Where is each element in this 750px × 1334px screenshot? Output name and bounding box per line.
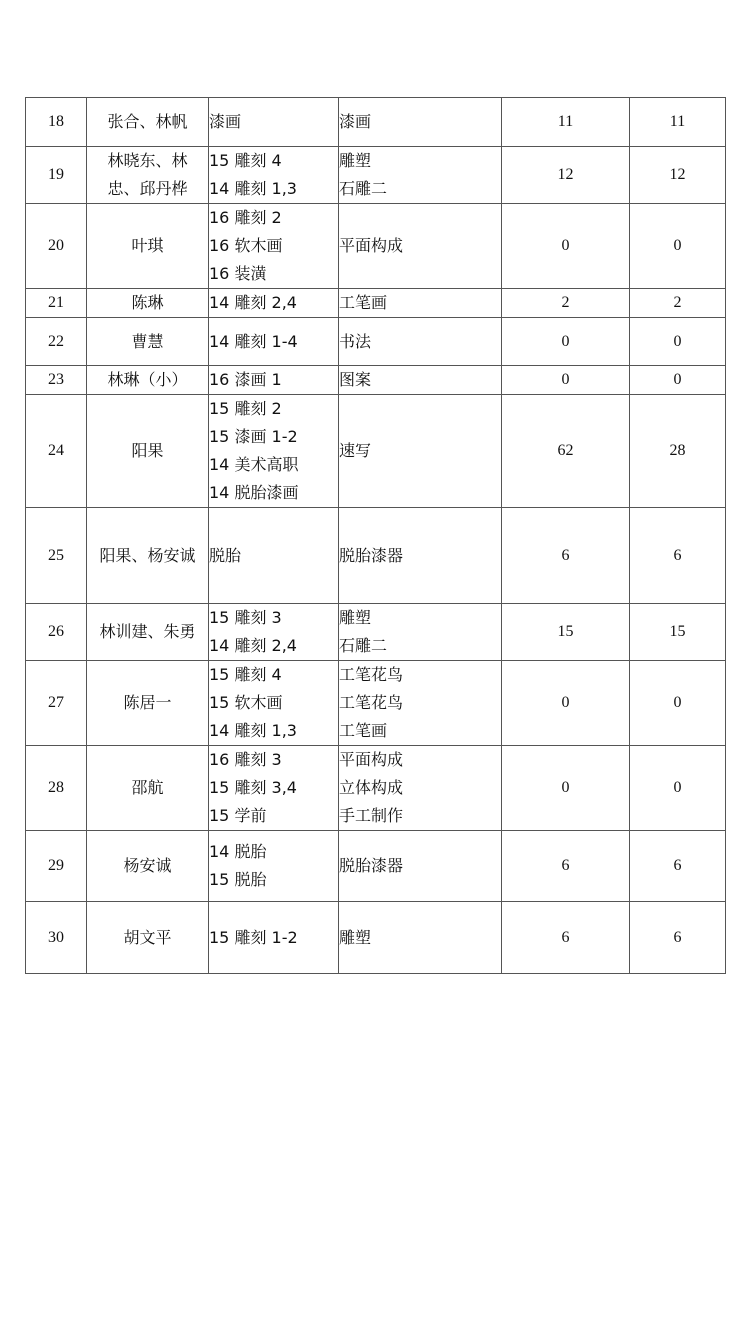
course-line: 雕塑 [339,927,372,947]
course-line: 石雕二 [339,636,388,655]
class-line: 15 雕刻 4 [209,665,282,684]
class-line: 16 软木画 [209,236,283,255]
course-cell [339,508,502,604]
course-cell [339,98,502,147]
class-line: 14 雕刻 1,3 [209,179,297,198]
row-number-cell: 20 [26,204,87,289]
course-line: 工笔花鸟 [339,665,404,684]
table-row [26,147,726,204]
class-cell [209,746,339,831]
teacher-cell [87,395,209,508]
course-cell [339,395,502,508]
teacher-name-line: 阳果 [131,441,164,460]
class-cell [209,508,339,604]
hours-cell-2: 0 [630,318,726,366]
table-row [26,289,726,318]
class-cell [209,289,339,318]
hours-cell-2: 15 [630,604,726,661]
class-line: 15 软木画 [209,693,283,712]
teacher-cell [87,147,209,204]
table-row [26,831,726,902]
teacher-name-line: 林训建、朱勇 [99,622,196,641]
row-number-cell: 21 [26,289,87,318]
hours-cell-1: 11 [502,98,630,147]
table-row [26,661,726,746]
hours-cell-1: 15 [502,604,630,661]
teacher-name-line: 叶琪 [131,236,164,255]
class-cell [209,395,339,508]
class-line: 14 雕刻 1,3 [209,721,297,740]
course-line: 图案 [339,370,372,389]
row-number-cell: 18 [26,98,87,147]
course-line: 平面构成 [339,750,404,769]
class-line: 漆画 [209,112,242,131]
class-line: 16 雕刻 2 [209,208,282,227]
hours-cell-2: 0 [630,661,726,746]
teacher-cell [87,366,209,395]
class-line: 15 雕刻 2 [209,399,282,418]
teacher-cell [87,508,209,604]
teacher-name-line: 阳果、杨安诚 [99,545,196,565]
class-cell [209,661,339,746]
hours-cell-2: 0 [630,204,726,289]
teacher-cell [87,318,209,366]
table-row [26,395,726,508]
course-line: 立体构成 [339,778,404,797]
class-line: 15 雕刻 3,4 [209,778,297,797]
teacher-name-line: 张合、林帆 [107,112,188,131]
course-line: 工笔画 [339,293,388,312]
course-line: 漆画 [339,112,372,131]
teacher-cell [87,204,209,289]
hours-cell-2: 2 [630,289,726,318]
course-line: 脱胎漆器 [339,856,404,875]
hours-cell-2: 0 [630,366,726,395]
hours-cell-1: 0 [502,204,630,289]
class-cell [209,98,339,147]
teacher-name-line: 杨安诚 [123,856,172,875]
class-line: 15 雕刻 1-2 [209,927,298,947]
table-row [26,746,726,831]
teacher-cell [87,604,209,661]
teacher-name-line: 陈琳 [131,293,164,312]
hours-cell-1: 0 [502,318,630,366]
course-line: 速写 [339,441,372,460]
table-row [26,98,726,147]
row-number-cell: 30 [26,902,87,974]
hours-cell-1: 0 [502,366,630,395]
class-line: 15 漆画 1-2 [209,427,298,446]
class-cell [209,204,339,289]
table-row [26,902,726,974]
class-line: 14 雕刻 2,4 [209,636,297,655]
class-line: 14 脱胎漆画 [209,483,299,502]
table-row [26,204,726,289]
course-line: 平面构成 [339,236,404,255]
class-line: 16 装潢 [209,264,267,283]
class-line: 14 雕刻 1-4 [209,331,298,351]
class-line: 15 雕刻 3 [209,608,282,627]
hours-cell-2: 28 [630,395,726,508]
row-number-cell: 23 [26,366,87,395]
class-cell [209,604,339,661]
table-row [26,508,726,604]
hours-cell-2: 11 [630,98,726,147]
course-cell [339,204,502,289]
course-cell [339,289,502,318]
teacher-cell [87,98,209,147]
class-cell [209,318,339,366]
hours-cell-1: 2 [502,289,630,318]
course-line: 雕塑 [339,608,372,627]
teacher-name-line: 林晓东、林 [107,151,188,170]
course-cell [339,318,502,366]
hours-cell-1: 6 [502,831,630,902]
course-line: 工笔花鸟 [339,693,404,712]
hours-cell-2: 0 [630,746,726,831]
course-cell [339,746,502,831]
row-number-cell: 22 [26,318,87,366]
teacher-name-line: 胡文平 [123,927,172,947]
course-line: 书法 [339,331,372,351]
class-line: 15 雕刻 4 [209,151,282,170]
hours-cell-1: 12 [502,147,630,204]
course-cell [339,902,502,974]
teacher-name-line: 曹慧 [131,331,164,351]
course-line: 脱胎漆器 [339,545,404,565]
teacher-name-line: 邵航 [131,778,164,797]
class-line: 脱胎 [209,545,242,565]
class-cell [209,902,339,974]
class-line: 15 学前 [209,806,267,825]
teaching-schedule-table [25,97,726,974]
course-cell [339,147,502,204]
class-line: 15 脱胎 [209,870,267,889]
course-line: 石雕二 [339,179,388,198]
hours-cell-2: 6 [630,508,726,604]
teacher-name-line: 忠、邱丹桦 [107,179,188,198]
class-line: 14 脱胎 [209,842,267,861]
class-line: 14 雕刻 2,4 [209,293,297,312]
course-cell [339,661,502,746]
course-cell [339,366,502,395]
table-body [26,98,726,974]
teacher-cell [87,746,209,831]
hours-cell-1: 6 [502,508,630,604]
hours-cell-2: 12 [630,147,726,204]
hours-cell-1: 0 [502,746,630,831]
hours-cell-1: 62 [502,395,630,508]
row-number-cell: 19 [26,147,87,204]
row-number-cell: 24 [26,395,87,508]
teacher-cell [87,289,209,318]
class-line: 16 漆画 1 [209,370,282,389]
table-row [26,604,726,661]
course-line: 雕塑 [339,151,372,170]
hours-cell-1: 6 [502,902,630,974]
class-cell [209,366,339,395]
course-line: 工笔画 [339,721,388,740]
teacher-cell [87,831,209,902]
hours-cell-2: 6 [630,902,726,974]
row-number-cell: 27 [26,661,87,746]
row-number-cell: 25 [26,508,87,604]
table-row [26,366,726,395]
row-number-cell: 26 [26,604,87,661]
course-line: 手工制作 [339,806,404,825]
table-row [26,318,726,366]
hours-cell-1: 0 [502,661,630,746]
course-cell [339,604,502,661]
teacher-cell [87,661,209,746]
teacher-cell [87,902,209,974]
course-cell [339,831,502,902]
row-number-cell: 28 [26,746,87,831]
row-number-cell: 29 [26,831,87,902]
class-cell [209,147,339,204]
teacher-name-line: 陈居一 [123,693,172,712]
teacher-name-line: 林琳（小） [107,370,188,389]
class-line: 14 美术高职 [209,455,299,474]
class-line: 16 雕刻 3 [209,750,282,769]
hours-cell-2: 6 [630,831,726,902]
class-cell [209,831,339,902]
